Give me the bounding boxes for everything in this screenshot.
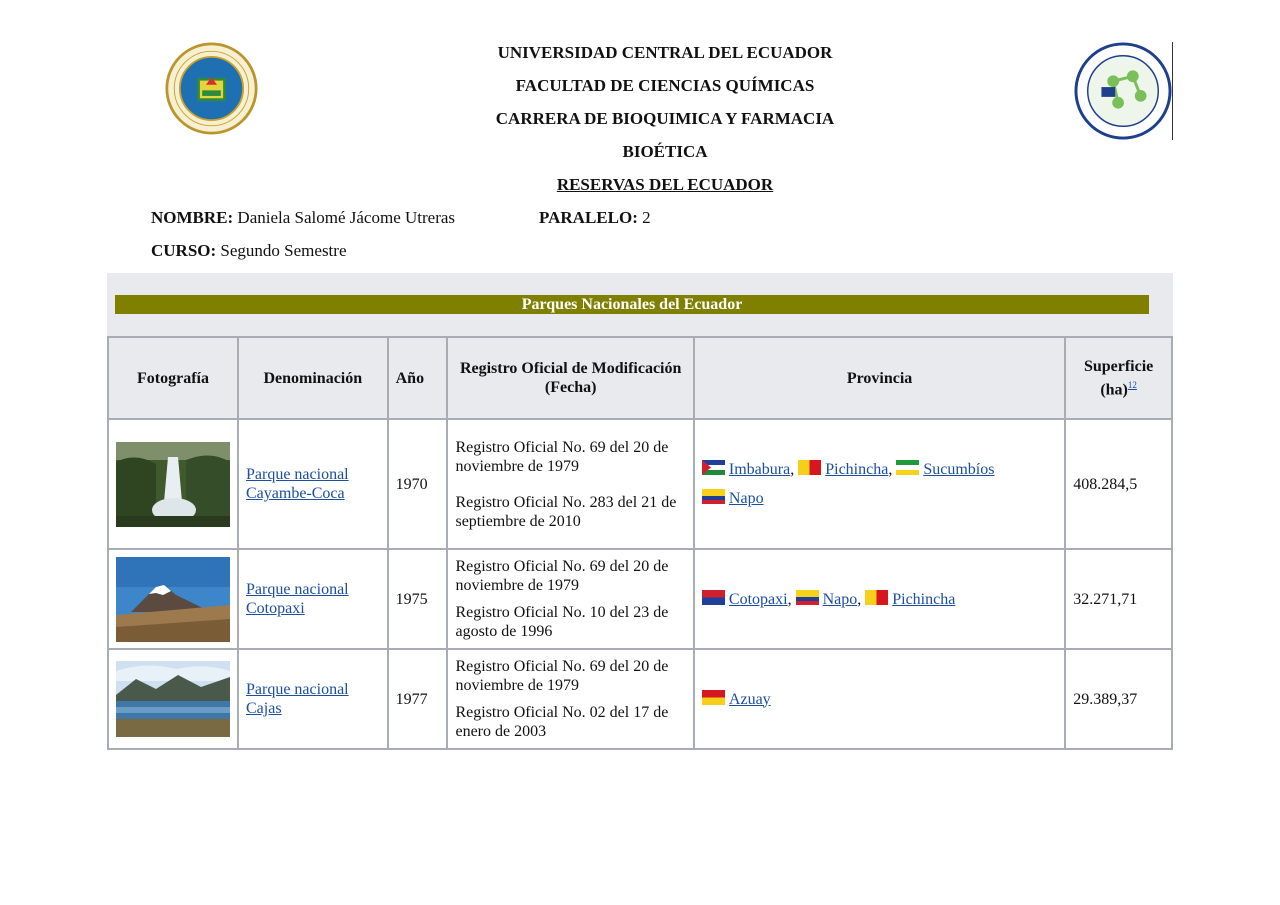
student-name	[151, 208, 455, 228]
header-registro: Registro Oficial de Modificación (Fecha)	[447, 337, 693, 419]
superficie-footnote-link[interactable]: 12	[1127, 379, 1137, 390]
provincia-cell	[694, 549, 1065, 649]
topic-title: RESERVAS DEL ECUADOR	[556, 175, 774, 194]
registro-entry: Registro Oficial No. 69 del 20 de noviembre de 1979	[455, 658, 669, 694]
registro-cell	[447, 649, 693, 749]
cotopaxi-flag-icon	[702, 590, 725, 605]
registro-entry: Registro Oficial No. 69 del 20 de noviembre de 1979	[455, 558, 669, 594]
table-row	[108, 649, 1172, 749]
ano-cell: 1975	[388, 549, 448, 649]
student-curso	[151, 241, 347, 261]
registro-cell	[447, 549, 693, 649]
faculty-title: FACULTAD DE CIENCIAS QUÍMICAS	[515, 76, 815, 95]
imbabura-flag-icon	[702, 460, 725, 475]
parks-table	[107, 336, 1173, 750]
pichincha-flag-icon	[865, 590, 888, 605]
park-link-cajas[interactable]: Parque nacional Cajas	[246, 681, 349, 717]
province-link-pichincha[interactable]: Pichincha	[892, 590, 956, 608]
header-ano: Año	[388, 337, 448, 419]
photo-cell	[108, 419, 238, 549]
header-fotografia: Fotografía	[108, 337, 238, 419]
registro-entry: Registro Oficial No. 10 del 23 de agosto de 1996	[455, 604, 669, 640]
pichincha-flag-icon	[798, 460, 821, 475]
header-provincia: Provincia	[694, 337, 1065, 419]
ano-cell: 1970	[388, 419, 448, 549]
header-superficie	[1065, 337, 1172, 419]
sucumbios-flag-icon	[896, 460, 919, 475]
provincia-cell	[694, 649, 1065, 749]
university-title: UNIVERSIDAD CENTRAL DEL ECUADOR	[497, 43, 833, 62]
province-link-sucumbios[interactable]: Sucumbíos	[923, 461, 995, 478]
curso-label: CURSO:	[151, 241, 217, 260]
table-row	[108, 549, 1172, 649]
ano-cell: 1977	[388, 649, 448, 749]
career-title: CARRERA DE BIOQUIMICA Y FARMACIA	[495, 109, 835, 128]
photo-cell	[108, 649, 238, 749]
province-link-pichincha[interactable]: Pichincha	[825, 461, 889, 478]
table-header-row	[108, 337, 1172, 419]
provincia-cell	[694, 419, 1065, 549]
park-link-cotopaxi[interactable]: Parque nacional Cotopaxi	[246, 581, 349, 617]
nombre-label: NOMBRE:	[151, 208, 234, 227]
denominacion-cell	[238, 549, 388, 649]
napo-flag-icon	[796, 590, 819, 605]
province-list	[702, 690, 1057, 709]
logo-divider	[1172, 42, 1173, 140]
curso-value: Segundo Semestre	[220, 241, 347, 260]
registro-entry: Registro Oficial No. 02 del 17 de enero de 2003	[455, 704, 669, 740]
table-row	[108, 419, 1172, 549]
paralelo-label: PARALELO:	[539, 208, 638, 227]
header-denominacion: Denominación	[238, 337, 388, 419]
denominacion-cell	[238, 649, 388, 749]
province-list: Imbabura, Pichincha, Sucumbíos	[702, 460, 1057, 479]
park-link-cayambe-coca[interactable]: Parque nacional Cayambe-Coca	[246, 466, 349, 502]
university-seal-logo	[165, 42, 258, 135]
paralelo-value: 2	[642, 208, 651, 227]
province-link-imbabura[interactable]: Imbabura	[728, 461, 791, 478]
cotopaxi-volcano-photo	[116, 557, 230, 642]
superficie-cell: 408.284,5	[1065, 419, 1172, 549]
cajas-lake-photo	[116, 661, 230, 737]
table-banner: Parques Nacionales del Ecuador	[115, 295, 1149, 314]
province-list	[702, 489, 1057, 508]
province-link-napo[interactable]: Napo	[822, 590, 858, 608]
province-link-azuay[interactable]: Azuay	[728, 690, 771, 708]
azuay-flag-icon	[702, 690, 725, 705]
province-list: Cotopaxi, Napo, Pichincha	[702, 590, 1057, 609]
faculty-seal-logo	[1074, 42, 1172, 140]
superficie-cell: 32.271,71	[1065, 549, 1172, 649]
nombre-value: Daniela Salomé Jácome Utreras	[237, 208, 456, 227]
registro-cell	[447, 419, 693, 549]
superficie-cell: 29.389,37	[1065, 649, 1172, 749]
registro-entry: Registro Oficial No. 69 del 20 de noviembre de 1979	[455, 438, 669, 475]
waterfall-photo	[116, 442, 230, 527]
province-link-napo[interactable]: Napo	[728, 490, 764, 507]
denominacion-cell	[238, 419, 388, 549]
napo-flag-icon	[702, 489, 725, 504]
registro-entry: Registro Oficial No. 283 del 21 de septiembre de 2010	[455, 493, 677, 530]
student-paralelo	[539, 208, 651, 228]
province-link-cotopaxi[interactable]: Cotopaxi	[728, 590, 788, 608]
superficie-label: Superficie (ha)	[1083, 357, 1154, 399]
subject-title: BIOÉTICA	[622, 142, 708, 161]
photo-cell	[108, 549, 238, 649]
